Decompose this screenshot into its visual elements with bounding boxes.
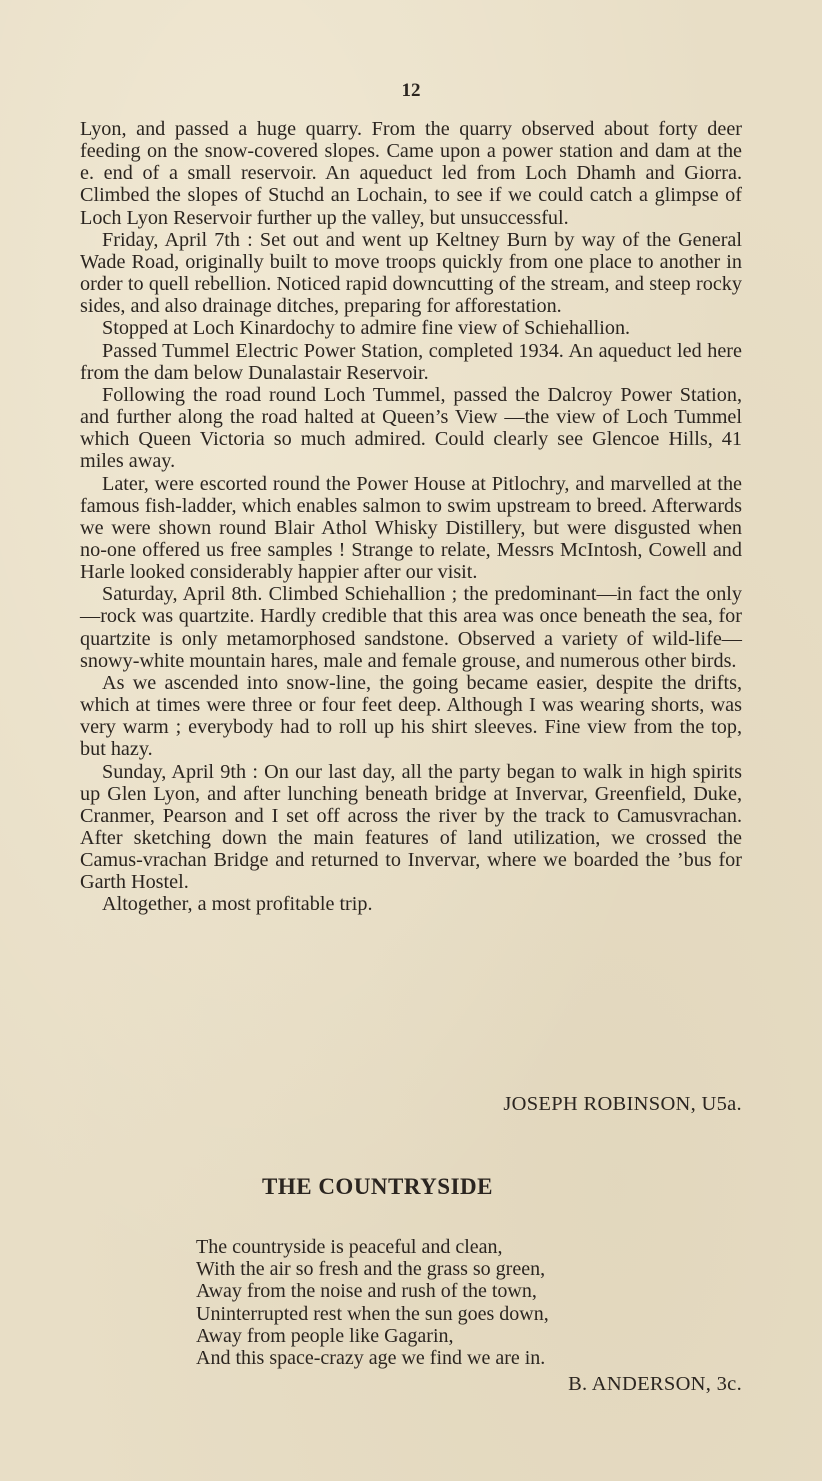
paragraph: Passed Tummel Electric Power Station, completed 1934. An aqueduct led here from the dam below Dunalastair Reservoir. bbox=[80, 339, 742, 384]
paragraph: Sunday, April 9th : On our last day, all the party began to walk in high spirits up Glen Lyon, and after lunching beneath bridge at Invervar, Greenfield, Duke, Cranmer, Pearson and I set off across the river by the track to Camusvrachan. After sketching down the main features of land utilization, we crossed the Camus-vrachan Bridge and returned to Invervar, where we boarded the ’bus for Garth Hostel. bbox=[80, 760, 742, 894]
poem-line: And this space-crazy age we find we are in. bbox=[196, 1347, 546, 1370]
section-title: THE COUNTRYSIDE bbox=[262, 1174, 493, 1199]
paragraph: Saturday, April 8th. Climbed Schiehallion ; the predominant—in fact the only—rock was quartzite. Hardly credible that this area was once beneath the sea, for quartzite is only metamorphosed sandstone. Observed a variety of wild-life—snowy-white mountain hares, male and female grouse, and numerous other birds. bbox=[80, 583, 742, 672]
poem-line: With the air so fresh and the grass so green, bbox=[196, 1258, 546, 1281]
poem-line: Uninterrupted rest when the sun goes down, bbox=[196, 1302, 549, 1325]
paragraph: Following the road round Loch Tummel, passed the Dalcroy Power Station, and further along the road halted at Queen’s View —the view of Loch Tummel which Queen Victoria so much admired. Could clearly see Glencoe Hills, 41 miles away. bbox=[80, 383, 742, 473]
poem-line: Away from the noise and rush of the town, bbox=[196, 1280, 537, 1303]
author-signature: JOSEPH ROBINSON, U5a. bbox=[503, 1093, 742, 1115]
poem-line: The countryside is peaceful and clean, bbox=[196, 1236, 503, 1258]
poem-author-signature: B. ANDERSON, 3c. bbox=[568, 1373, 742, 1395]
poem-line: Away from people like Gagarin, bbox=[196, 1324, 454, 1347]
paragraph: Stopped at Loch Kinardochy to admire fine view of Schiehallion. bbox=[102, 317, 631, 340]
paragraph: Later, were escorted round the Power House at Pitlochry, and marvelled at the famous fish-ladder, which enables salmon to swim upstream to breed. Afterwards we were shown round Blair Athol Whisky Distillery, but were disgusted when no-one offered us free samples ! Strange to relate, Messrs McIntosh, Cowell and Harle looked considerably happier after our visit. bbox=[80, 472, 742, 584]
page-number: 12 bbox=[401, 80, 421, 101]
article-body bbox=[80, 118, 742, 916]
paragraph: As we ascended into snow-line, the going became easier, despite the drifts, which at times were three or four feet deep. Although I was wearing shorts, was very warm ; everybody had to roll up his shirt sleeves. Fine view from the top, but hazy. bbox=[80, 671, 742, 761]
paragraph: Friday, April 7th : Set out and went up Keltney Burn by way of the General Wade Road, originally built to move troops quickly from one place to another in order to quell rebellion. Noticed rapid downcutting of the stream, and steep rocky sides, and also drainage ditches, preparing for afforestation. bbox=[80, 228, 742, 318]
paragraph: Lyon, and passed a huge quarry. From the quarry observed about forty deer feeding on the snow-covered slopes. Came upon a power station and dam at the e. end of a small reservoir. An aqueduct led from Loch Dhamh and Giorra. Climbed the slopes of Stuchd an Lochain, to see if we could catch a glimpse of Loch Lyon Reservoir further up the valley, but unsuccessful. bbox=[80, 118, 742, 229]
paragraph: Altogether, a most profitable trip. bbox=[102, 893, 373, 916]
poem bbox=[196, 1236, 716, 1369]
